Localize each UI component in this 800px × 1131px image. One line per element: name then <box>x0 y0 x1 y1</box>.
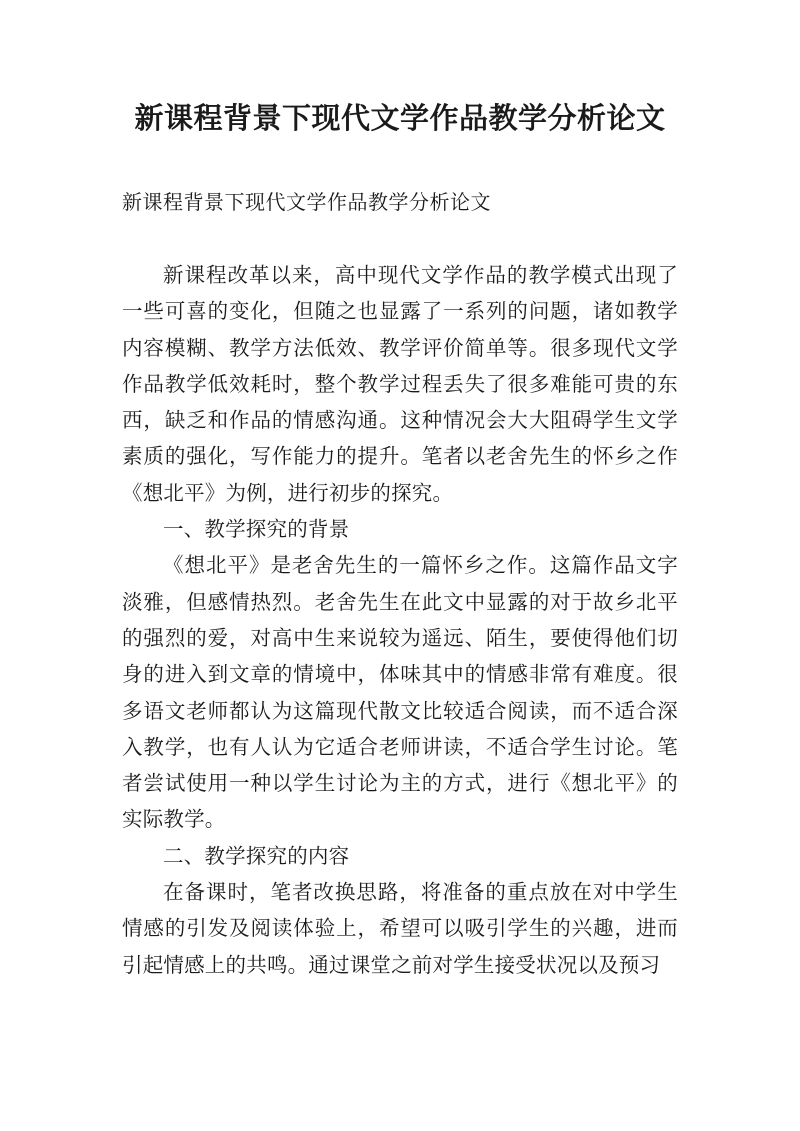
paragraph-intro: 新课程改革以来，高中现代文学作品的教学模式出现了一些可喜的变化，但随之也显露了一系列的问题，诸如教学内容模糊、教学方法低效、教学评价简单等。很多现代文学作品教学低效耗时，整个教学过程丢失了很多难能可贵的东西，缺乏和作品的情感沟通。这种情况会大大阻碍学生文学素质的强化，写作能力的提升。笔者以老舍先生的怀乡之作《想北平》为例，进行初步的探究。 <box>122 263 678 505</box>
document-subtitle: 新课程背景下现代文学作品教学分析论文 <box>122 190 491 214</box>
paragraph-background: 《想北平》是老舍先生的一篇怀乡之作。这篇作品文字淡雅，但感情热烈。老舍先生在此文中显露的对于故乡北平的强烈的爱，对高中生来说较为遥远、陌生，要使得他们切身的进入到文章的情境中，体味其中的情感非常有难度。很多语文老师都认为这篇现代散文比较适合阅读，而不适合深入教学，也有人认为它适合老师讲读，不适合学生讨论。笔者尝试使用一种以学生讨论为主的方式，进行《想北平》的实际教学。 <box>122 553 678 832</box>
section-heading-background: 一、教学探究的背景 <box>163 517 350 542</box>
paragraph-content: 在备课时，笔者改换思路，将准备的重点放在对中学生情感的引发及阅读体验上，希望可以吸引学生的兴趣，进而引起情感上的共鸣。通过课堂之前对学生接受状况以及预习 <box>122 880 678 977</box>
document-title: 新课程背景下现代文学作品教学分析论文 <box>134 101 666 135</box>
document-body <box>122 257 678 983</box>
section-heading-content: 二、教学探究的内容 <box>163 843 350 868</box>
